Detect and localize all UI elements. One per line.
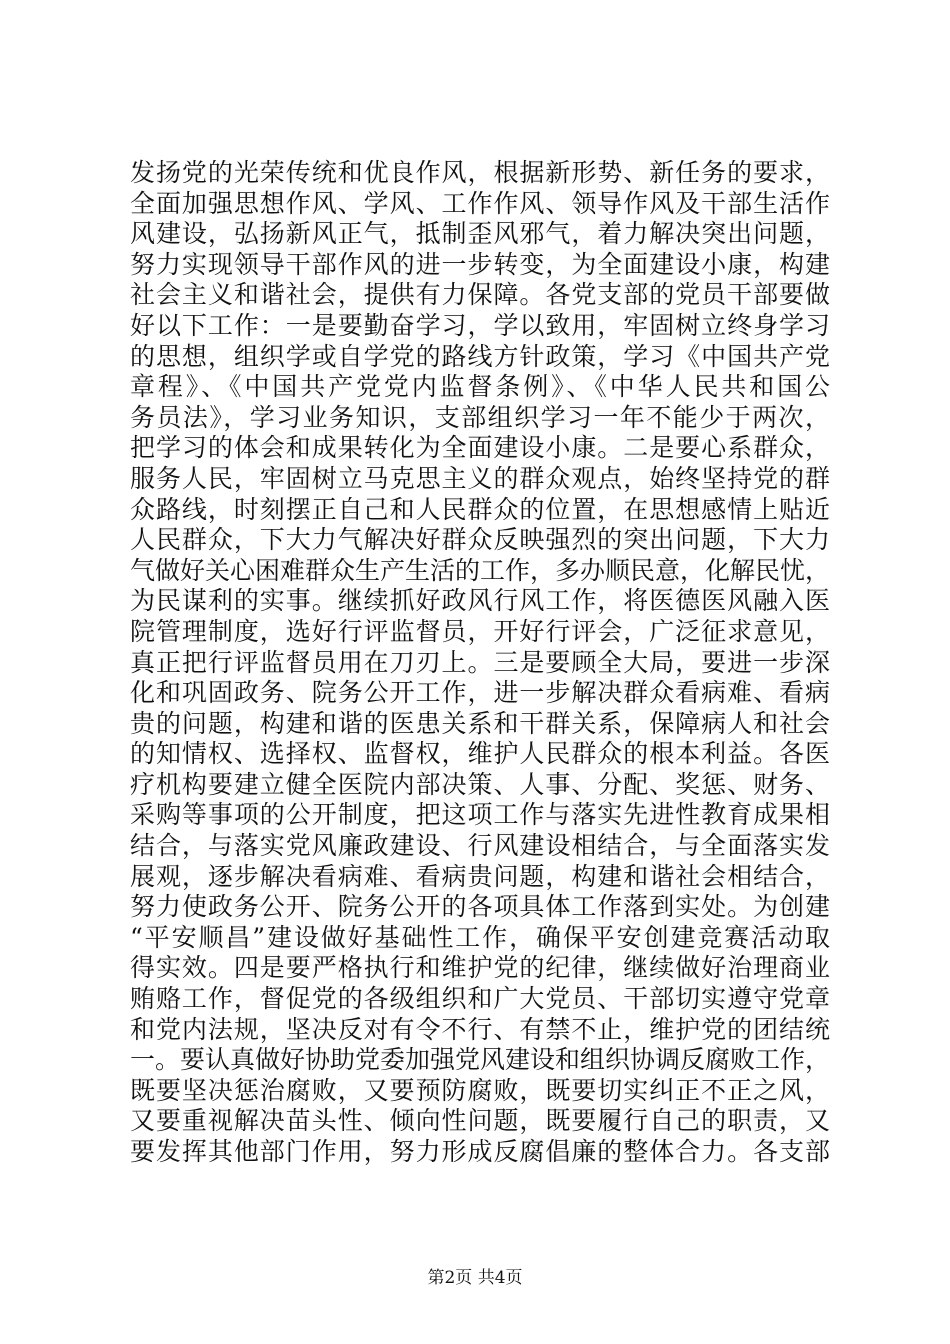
text-line: 贿赂工作，督促党的各级组织和广大党员、干部切实遵守党章 bbox=[130, 984, 830, 1014]
page-footer: 第2页 共4页 bbox=[427, 1268, 523, 1288]
text-line: 服务人民，牢固树立马克思主义的群众观点，始终坚持党的群 bbox=[130, 463, 830, 493]
text-line: 的知情权、选择权、监督权，维护人民群众的根本利益。各医 bbox=[130, 739, 830, 769]
text-line: 疗机构要建立健全医院内部决策、人事、分配、奖惩、财务、 bbox=[130, 769, 830, 799]
text-line: 一。要认真做好协助党委加强党风建设和组织协调反腐败工作， bbox=[130, 1045, 831, 1075]
body-text bbox=[130, 158, 830, 1168]
text-line: 努力使政务公开、院务公开的各项具体工作落到实处。为创建 bbox=[130, 892, 830, 922]
text-line: 努力实现领导干部作风的进一步转变，为全面建设小康，构建 bbox=[130, 249, 830, 279]
text-line: 务员法》，学习业务知识，支部组织学习一年不能少于两次， bbox=[130, 402, 830, 432]
text-line: 化和巩固政务、院务公开工作，进一步解决群众看病难、看病 bbox=[130, 678, 830, 708]
text-line: 发扬党的光荣传统和优良作风，根据新形势、新任务的要求， bbox=[130, 158, 830, 187]
text-line: 风建设，弘扬新风正气，抵制歪风邪气，着力解决突出问题， bbox=[130, 219, 830, 249]
text-line: 真正把行评监督员用在刀刃上。三是要顾全大局，要进一步深 bbox=[130, 647, 830, 677]
text-line: 院管理制度，选好行评监督员，开好行评会，广泛征求意见， bbox=[130, 616, 830, 646]
text-line: 的思想，组织学或自学党的路线方针政策，学习《中国共产党 bbox=[130, 341, 830, 371]
text-line: 既要坚决惩治腐败，又要预防腐败，既要切实纠正不正之风， bbox=[130, 1075, 830, 1105]
text-line: 众路线，时刻摆正自己和人民群众的位置，在思想感情上贴近 bbox=[130, 494, 830, 524]
text-line: 贵的问题，构建和谐的医患关系和干群关系，保障病人和社会 bbox=[130, 708, 830, 738]
text-line: “平安顺昌”建设做好基础性工作，确保平安创建竞赛活动取 bbox=[130, 922, 830, 952]
text-line: 好以下工作：一是要勤奋学习，学以致用，牢固树立终身学习 bbox=[130, 310, 830, 340]
text-line: 社会主义和谐社会，提供有力保障。各党支部的党员干部要做 bbox=[130, 280, 830, 310]
text-line: 展观，逐步解决看病难、看病贵问题，构建和谐社会相结合， bbox=[130, 861, 830, 891]
text-line: 把学习的体会和成果转化为全面建设小康。二是要心系群众， bbox=[130, 433, 830, 463]
text-line: 采购等事项的公开制度，把这项工作与落实先进性教育成果相 bbox=[130, 800, 830, 830]
text-line: 为民谋利的实事。继续抓好政风行风工作，将医德医风融入医 bbox=[130, 586, 830, 616]
text-line: 章程》、《中国共产党党内监督条例》、《中华人民共和国公 bbox=[130, 372, 830, 402]
text-line: 气做好关心困难群众生产生活的工作，多办顺民意，化解民忧， bbox=[130, 555, 831, 585]
text-line: 结合，与落实党风廉政建设、行风建设相结合，与全面落实发 bbox=[130, 831, 830, 861]
text-line: 全面加强思想作风、学风、工作作风、领导作风及干部生活作 bbox=[130, 188, 830, 218]
text-line: 又要重视解决苗头性、倾向性问题，既要履行自己的职责，又 bbox=[130, 1106, 830, 1136]
text-line: 得实效。四是要严格执行和维护党的纪律，继续做好治理商业 bbox=[130, 953, 830, 983]
text-line: 要发挥其他部门作用，努力形成反腐倡廉的整体合力。各支部 bbox=[130, 1137, 830, 1166]
text-line: 人民群众，下大力气解决好群众反映强烈的突出问题，下大力 bbox=[130, 525, 830, 555]
text-line: 和党内法规，坚决反对有令不行、有禁不止，维护党的团结统 bbox=[130, 1014, 830, 1044]
